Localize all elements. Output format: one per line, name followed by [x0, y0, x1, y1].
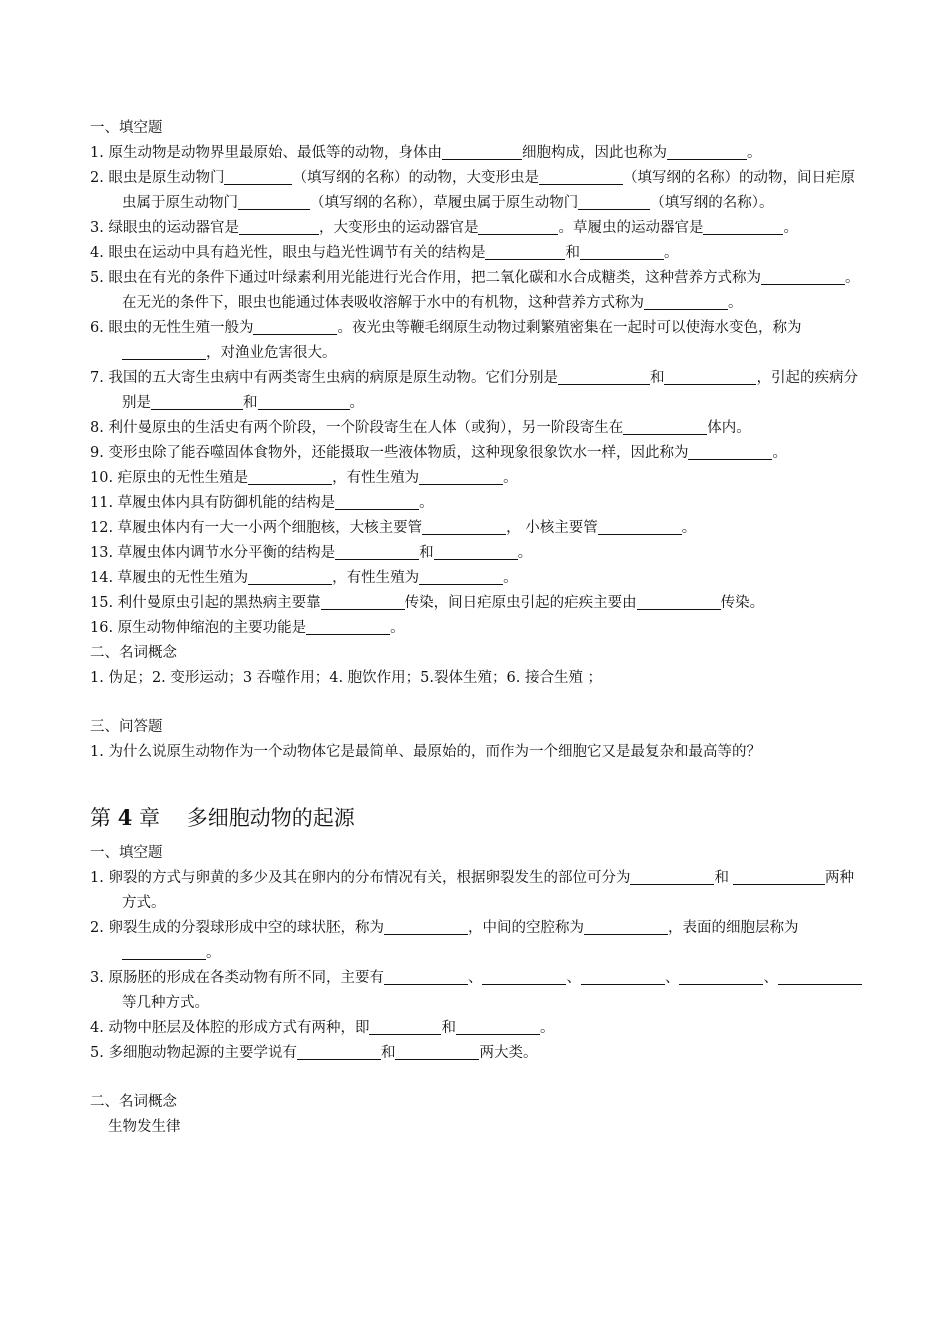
- answer-blank[interactable]: [395, 1044, 479, 1060]
- question-14: 14. 草履虫的无性生殖为 ，有性生殖为 。: [90, 570, 518, 586]
- answer-blank[interactable]: [253, 319, 337, 335]
- question-12: 12. 草履虫体内有一大一小两个细胞核，大核主要管 ， 小核主要管 。: [90, 520, 697, 536]
- answer-blank[interactable]: [581, 969, 665, 985]
- answer-blank[interactable]: [335, 494, 419, 510]
- spacer: [90, 765, 862, 803]
- question-4: 4. 眼虫在运动中具有趋光性，眼虫与趋光性调节有关的结构是 和 。: [90, 245, 679, 261]
- answer-blank[interactable]: [122, 944, 206, 960]
- answer-blank[interactable]: [248, 469, 332, 485]
- question-13: 13. 草履虫体内调节水分平衡的结构是 和 。: [90, 545, 533, 561]
- question-7: 7. 我国的五大寄生虫病中有两类寄生虫病的病原是原生动物。它们分别是 和 ，引起的疾病分别是 和 。: [90, 370, 858, 411]
- answer-blank[interactable]: [306, 619, 390, 635]
- answer-blank[interactable]: [778, 969, 862, 985]
- ch4-question-5: 5. 多细胞动物起源的主要学说有 和 两大类。: [90, 1045, 538, 1061]
- answer-blank[interactable]: [258, 394, 350, 410]
- answer-blank[interactable]: [664, 369, 756, 385]
- question-6: 6. 眼虫的无性生殖一般为 。夜光虫等鞭毛纲原生动物过剩繁殖密集在一起时可以使海水变色，称为，对渔业危害很大。: [90, 320, 802, 361]
- question-1: 1. 原生动物是动物界里最原始、最低等的动物，身体由 细胞构成，因此也称为 。: [90, 145, 762, 161]
- answer-blank[interactable]: [637, 594, 721, 610]
- answer-blank[interactable]: [369, 1019, 441, 1035]
- answer-blank[interactable]: [456, 1019, 540, 1035]
- worksheet-page: [90, 116, 862, 1140]
- answer-blank[interactable]: [558, 369, 650, 385]
- answer-blank[interactable]: [419, 569, 503, 585]
- answer-blank[interactable]: [598, 519, 682, 535]
- spacer: [90, 833, 862, 841]
- answer-blank[interactable]: [703, 219, 783, 235]
- answer-blank[interactable]: [434, 544, 518, 560]
- answer-blank[interactable]: [248, 569, 332, 585]
- question-15: 15. 利什曼原虫引起的黑热病主要靠 传染，间日疟原虫引起的疟疾主要由 传染。: [90, 595, 765, 611]
- answer-blank[interactable]: [733, 869, 825, 885]
- ch4-question-2: 2. 卵裂生成的分裂球形成中空的球状胚，称为 ，中间的空腔称为 ，表面的细胞层称为。: [90, 920, 799, 961]
- section-essay-title: 三、问答题: [90, 719, 163, 735]
- answer-blank[interactable]: [422, 519, 506, 535]
- answer-blank[interactable]: [321, 594, 405, 610]
- answer-blank[interactable]: [224, 169, 292, 185]
- answer-blank[interactable]: [482, 969, 566, 985]
- essay-question-1: 1. 为什么说原生动物作为一个动物体它是最简单、最原始的，而作为一个细胞它又是最复杂和最高等的？: [90, 744, 761, 760]
- answer-blank[interactable]: [485, 244, 565, 260]
- terms-list: 1. 伪足；2. 变形运动；3 吞噬作用；4. 胞饮作用；5.裂体生殖；6. 接合生殖 ；: [90, 670, 603, 686]
- answer-blank[interactable]: [679, 969, 763, 985]
- answer-blank[interactable]: [761, 269, 845, 285]
- answer-blank[interactable]: [384, 919, 468, 935]
- ch4-section-terms-title: 二、名词概念: [90, 1094, 177, 1110]
- answer-blank[interactable]: [584, 919, 668, 935]
- ch4-section-fill-blank-title: 一、填空题: [90, 845, 163, 861]
- chapter-heading: 第 4 章 多细胞动物的起源: [90, 805, 355, 830]
- answer-blank[interactable]: [688, 444, 772, 460]
- question-3: 3. 绿眼虫的运动器官是 ，大变形虫的运动器官是 。草履虫的运动器官是 。: [90, 220, 798, 236]
- ch4-question-3: 3. 原肠胚的形成在各类动物有所不同，主要有 、 、 、 、等几种方式。: [90, 966, 862, 1016]
- spacer: [90, 1066, 862, 1090]
- answer-blank[interactable]: [122, 344, 206, 360]
- answer-blank[interactable]: [667, 144, 747, 160]
- answer-blank[interactable]: [630, 869, 714, 885]
- answer-blank[interactable]: [623, 419, 707, 435]
- question-16: 16. 原生动物伸缩泡的主要功能是 。: [90, 620, 405, 636]
- answer-blank[interactable]: [419, 469, 503, 485]
- answer-blank[interactable]: [151, 394, 243, 410]
- question-11: 11. 草履虫体内具有防御机能的结构是 。: [90, 495, 434, 511]
- answer-blank[interactable]: [578, 194, 650, 210]
- answer-blank[interactable]: [539, 169, 623, 185]
- section-terms-title: 二、名词概念: [90, 645, 177, 661]
- answer-blank[interactable]: [384, 969, 468, 985]
- question-2: 2. 眼虫是原生动物门 （填写纲的名称）的动物，大变形虫是 （填写纲的名称）的动物，间日疟原虫属于原生动物门 （填写纲的名称），草履虫属于原生动物门 （填写纲的名称）。: [90, 170, 855, 211]
- answer-blank[interactable]: [239, 219, 319, 235]
- answer-blank[interactable]: [238, 194, 310, 210]
- answer-blank[interactable]: [580, 244, 664, 260]
- question-10: 10. 疟原虫的无性生殖是 ，有性生殖为 。: [90, 470, 518, 486]
- spacer: [90, 691, 862, 715]
- answer-blank[interactable]: [644, 294, 728, 310]
- answer-blank[interactable]: [478, 219, 558, 235]
- chapter-title: 多细胞动物的起源: [186, 806, 355, 830]
- answer-blank[interactable]: [442, 144, 522, 160]
- answer-blank[interactable]: [335, 544, 419, 560]
- section-fill-blank-title: 一、填空题: [90, 120, 163, 136]
- answer-blank[interactable]: [297, 1044, 381, 1060]
- ch4-term-1: 生物发生律: [108, 1119, 181, 1135]
- question-9: 9. 变形虫除了能吞噬固体食物外，还能摄取一些液体物质，这种现象很象饮水一样，因此称为 。: [90, 445, 787, 461]
- ch4-question-4: 4. 动物中胚层及体腔的形成方式有两种，即 和 。: [90, 1020, 555, 1036]
- question-5: 5. 眼虫在有光的条件下通过叶绿素利用光能进行光合作用，把二氧化碳和水合成糖类，这种营养方式称为 。在无光的条件下，眼虫也能通过体表吸收溶解于水中的有机物，这种营养方式称为 。: [90, 270, 860, 311]
- question-8: 8. 利什曼原虫的生活史有两个阶段，一个阶段寄生在人体（或狗），另一阶段寄生在 体内。: [90, 420, 751, 436]
- ch4-question-1: 1. 卵裂的方式与卵黄的多少及其在卵内的分布情况有关，根据卵裂发生的部位可分为 和 两种方式。: [90, 870, 854, 911]
